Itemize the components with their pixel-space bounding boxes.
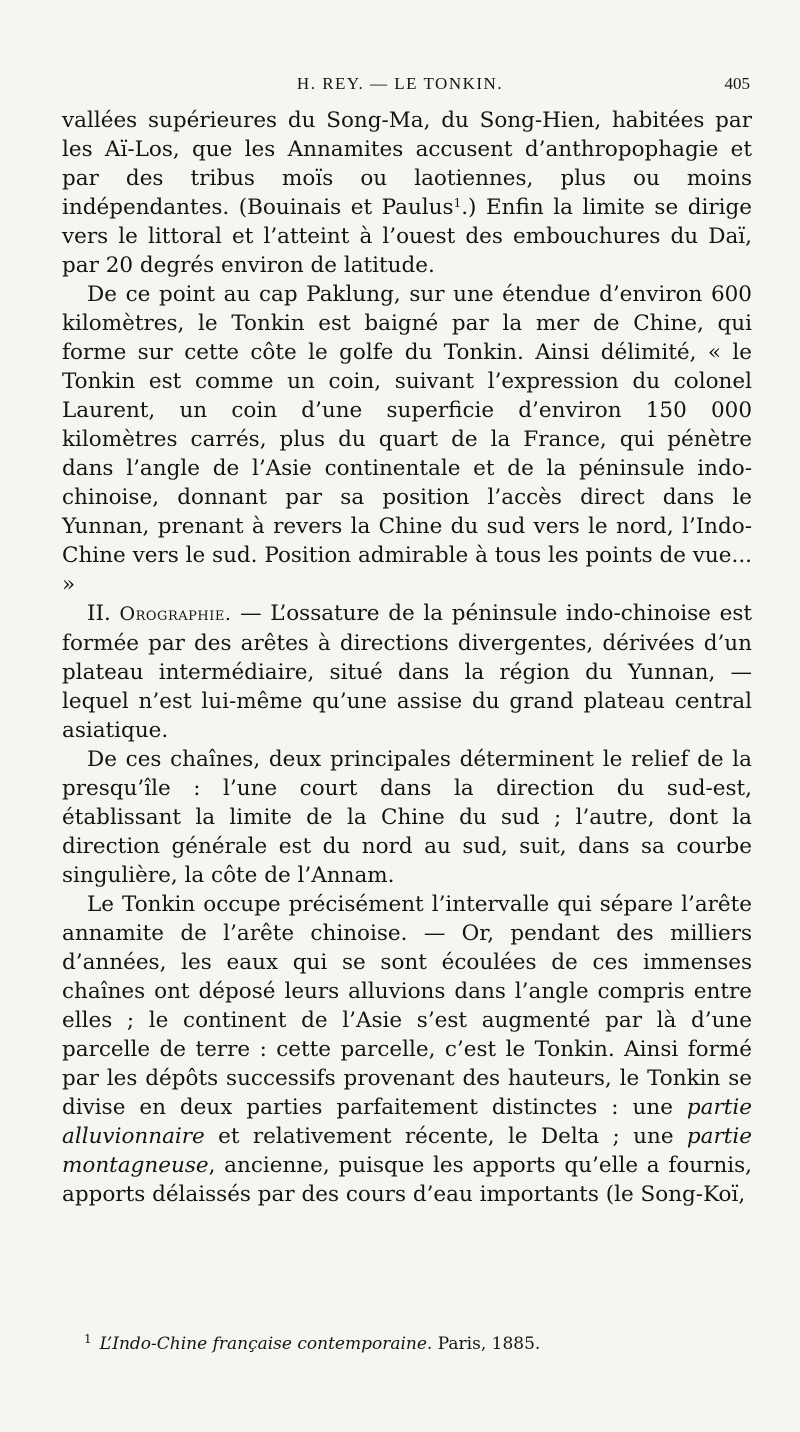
paragraph-text: vallées supérieures du Song-Ma, du Song-Hien, habitées par les Aï-Los, que les Annamites accusent d’anthropophagie et par des tribus moïs ou laotiennes, plus ou moins indépendantes. (Bouinais et Paulus: [62, 108, 752, 220]
paragraph-text: , ancienne, puisque les apports qu’elle a fournis, apports délaissés par des cours d’eau importants (le Song-Koï,: [62, 1153, 752, 1207]
paragraph-text: Le Tonkin occupe précisément l’intervalle qui sépare l’arête annamite de l’arête chinoise. — Or, pendant des milliers d’années, les eaux qui se sont écoulées de ces immenses chaînes ont déposé leurs alluvions dans l’angle compris entre elles ; le continent de l’Asie s’est augmenté par là d’une parcelle de terre : cette parcelle, c’est le Tonkin. Ainsi formé par les dépôts successifs provenant des hauteurs, le Tonkin se divise en deux parties parfaitement distinctes : une: [62, 892, 752, 1120]
paragraph-text: et relativement récente, le Delta ; une: [204, 1124, 687, 1149]
paragraph-text: .) Enfin la limite se dirige vers le littoral et l’atteint à l’ouest des embouchures du Daï, par 20 degrés environ de latitude.: [62, 195, 752, 278]
paragraph-3: [62, 599, 752, 745]
footnote-mark: 1: [84, 1332, 92, 1346]
section-heading: Orographie.: [119, 603, 232, 625]
section-numeral: II.: [87, 601, 111, 626]
footnote-title: L’Indo-Chine française contemporaine.: [99, 1334, 433, 1354]
footnote-text: Paris, 1885.: [432, 1334, 541, 1354]
paragraph-1: [62, 106, 752, 280]
running-head: H. REY. — LE TONKIN.: [296, 74, 504, 93]
emphasis-text: partie alluvionnaire: [62, 1095, 752, 1149]
page-number: 405: [724, 74, 750, 93]
paragraph-text: — L’ossature de la péninsule indo-chinoise est formée par des arêtes à directions divergentes, dérivées d’un plateau intermédiaire, situé dans la région du Yunnan, — lequel n’est lui-même qu’une assise du grand plateau central asiatique.: [62, 601, 752, 743]
footnote-reference: 1: [453, 196, 462, 210]
emphasis-text: partie montagneuse: [62, 1124, 752, 1178]
paragraph-text: De ce point au cap Paklung, sur une étendue d’environ 600 kilomètres, le Tonkin est baigné par la mer de Chine, qui forme sur cette côte le golfe du Tonkin. Ainsi délimité, « le Tonkin est comme un coin, suivant l’expression du colonel Laurent, un coin d’une superficie d’environ 150 000 kilomètres carrés, plus du quart de la France, qui pénètre dans l’angle de l’Asie continentale et de la péninsule indo-chinoise, donnant par sa position l’accès direct dans le Yunnan, prenant à revers la Chine du sud vers le nord, l’Indo-Chine vers le sud. Position admirable à tous les points de vue... »: [62, 282, 752, 597]
paragraph-2: [62, 280, 752, 599]
body-text: [62, 106, 752, 1209]
page-header: [0, 70, 800, 100]
paragraph-text: De ces chaînes, deux principales déterminent le relief de la presqu’île : l’une court dans la direction du sud-est, établissant la limite de la Chine du sud ; l’autre, dont la direction générale est du nord au sud, suit, dans sa courbe singulière, la côte de l’Annam.: [62, 747, 752, 888]
paragraph-4: [62, 745, 752, 890]
paragraph-5: [62, 890, 752, 1209]
footnote: [84, 1328, 744, 1355]
